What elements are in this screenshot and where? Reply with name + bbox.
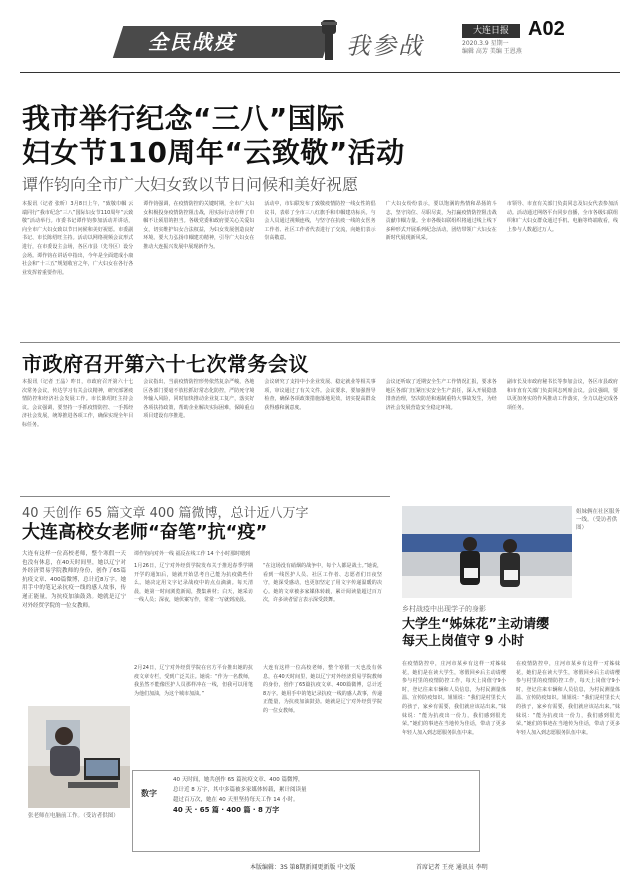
lead-column: 谭作钧强调，在疫情防控的关键时期，全市广大妇女积极投身疫情防控阻击战，用实际行动诠释了巾帼不让须眉的担当。各级党委和政府要关心关爱妇女，切实维护妇女合法权益，为妇女发展创造良好环境。要大力弘扬巾帼建功精神，引导广大妇女在推动大连振兴发展中展现新作为。 <box>143 201 255 250</box>
section-title-banner <box>113 26 333 58</box>
teacher-kicker: 40 天创作 65 篇文章 400 篇微博，总计近八万字 <box>22 506 309 521</box>
meeting-body <box>22 378 618 490</box>
meeting-column: 会议研究了支持中小企业发展、稳定就业等相关事项，审议通过了有关文件。会议要求，要加强督导检查，确保各项政策措施落地见效，切实提高群众获得感和满意度。 <box>264 379 376 411</box>
infobox-label: 数字 <box>141 789 157 798</box>
lead-column: 本报讯（记者 张昕）3月8日上午，“致敬巾帼 云端同行”我市纪念“三八”国际妇女节110周年“云致敬”活动举行。市委书记谭作钧参加活动并讲话，向全市广大妇女致以节日问候和美好祝愿。市委副书记、市长陈绍旺主持。活动以网络视频会议形式进行，在市委设主会场，各区市县（先导区）设分会场。谭作钧在讲话中指出，今年是全面建成小康社会和“十三五”规划收官之年，广大妇女在各行各业发挥着重要作用。 <box>22 201 134 276</box>
volunteers-column: 在疫情防控中，庄河市某乡有这样一对姊妹花，她们是在读大学生，寒假回乡后主动请缨参与村里的疫情防控工作，每天上岗值守9小时，登记往来车辆和人员信息，为村民测量体温、宣传防疫知识。姐姐说：“我们是村里长大的孩子，家乡有需要，我们就应该站出来。”妹妹说：“能为抗疫出一份力，我们感到很光荣。”她们的事迹在当地传为佳话，带动了更多年轻人加入到志愿服务队伍中来。 <box>402 661 506 736</box>
volunteers-headline <box>402 616 549 650</box>
section-title: 全民战疫 <box>148 30 236 54</box>
masthead-date: 2020.3.9 星期一 <box>462 40 509 47</box>
teacher-column: 大连有这样一位高校老师，整个寒假一天也没有休息，在40天时间里，她以辽宁对外经济贸易学院教师的身份，创作了65篇抗疫文章、400篇微博，总计近8万字。她用手中的笔记录抗疫一线的感人故事，传递正能量，为抗疫加油鼓劲。她就是辽宁对外经贸学院的一位女教师。 <box>263 665 382 714</box>
page-editor-note: 本版编辑：3S 第8期新闻更新版 中文版 <box>250 864 356 871</box>
lead-headline-line1: 我市举行纪念“三八”国际 <box>22 102 345 135</box>
lead-column: 市领导、市直有关部门负责同志及妇女代表参加活动。活动通过网络平台同步直播，全市各级妇联组织和广大妇女群众通过手机、电脑等终端收看，线上参与人数超过万人。 <box>506 201 619 233</box>
meeting-headline: 市政府召开第六十七次常务会议 <box>22 352 309 376</box>
volunteers-headline-line2: 每天上岗值守 9 小时 <box>402 634 525 649</box>
lead-body <box>22 200 618 336</box>
teacher-column: “在这场没有硝烟的战争中，每个人都是战士。”她说，看到一线医护人员、社区工作者、志愿者们日夜坚守，她深受感动，也更加坚定了用文字传递温暖的决心。她的文章被多家媒体转载，累计阅读量超过百万次，许多读者留言表示深受鼓舞。 <box>263 563 382 604</box>
meeting-column: 本报讯（记者 王晶）昨日，市政府召开第六十七次常务会议，传达学习有关会议精神，研究部署疫情防控和经济社会发展工作。市长陈绍旺主持会议。会议强调，要坚持一手抓疫情防控、一手抓经济社会发展，统筹推进各项工作，确保实现全年目标任务。 <box>22 379 134 428</box>
volunteers-column: 在疫情防控中，庄河市某乡有这样一对姊妹花，她们是在读大学生，寒假回乡后主动请缨参与村里的疫情防控工作，每天上岗值守9小时，登记往来车辆和人员信息，为村民测量体温、宣传防疫知识。姐姐说：“我们是村里长大的孩子，家乡有需要，我们就应该站出来。”妹妹说：“能为抗疫出一份力，我们感到很光荣。”她们的事迹在当地传为佳话，带动了更多年轻人加入到志愿服务队伍中来。 <box>516 661 620 736</box>
meeting-column: 会议指出，当前疫情防控形势依然复杂严峻，各地区各部门要毫不放松抓好常态化防控，严防死守境外输入风险，同时加快推动企业复工复产，落实好各项扶持政策，帮助企业解决实际困难，保障重点项目建设有序推进。 <box>143 379 255 420</box>
lead-subheadline: 谭作钧向全市广大妇女致以节日问候和美好祝愿 <box>22 175 359 194</box>
teacher-body-mid <box>134 562 382 658</box>
meeting-column: 会议还听取了近期安全生产工作情况汇报，要求各地区各部门压紧压实安全生产责任，深入开展隐患排查治理，坚决防范和遏制重特大事故发生，为经济社会发展营造安全稳定环境。 <box>385 379 497 411</box>
infobox-line: 超过百万次，她在 40 天里坚持每天工作 14 小时。 <box>173 797 299 803</box>
masthead-rule <box>20 72 620 73</box>
volunteers-headline-line1: 大学生“姊妹花”主动请缨 <box>402 617 550 632</box>
volunteers-photo-image <box>402 506 572 598</box>
teacher-body-left <box>22 550 126 700</box>
volunteers-photo <box>402 506 572 598</box>
masthead-meta <box>462 40 522 56</box>
masthead-editors: 编辑 高芳 美编 王恩燕 <box>462 48 522 55</box>
lead-column: 活动中，市妇联发布了致敬疫情防控一线女性的倡议书，表彰了全市三八红旗手和巾帼建功标兵。与会人员通过视频连线，与坚守在抗疫一线的女医务工作者、社区工作者代表进行了交流，向她们表示崇高敬意。 <box>264 201 376 242</box>
page-number: A02 <box>528 18 565 40</box>
volunteers-kicker: 乡村战疫中出现学子的身影 <box>402 605 486 613</box>
raised-fist-icon <box>314 14 344 64</box>
teacher-photo-caption: 张老师在电脑前工作。（受访者供图） <box>28 813 119 819</box>
teacher-photo <box>28 706 130 808</box>
infobox-highlight: 40 天 · 65 篇 · 400 篇 · 8 万字 <box>173 806 280 814</box>
teacher-column: 大连有这样一位高校老师，整个寒假一天也没有休息，在40天时间里，她以辽宁对外经济贸易学院教师的身份，创作了65篇抗疫文章、400篇微博，总计近8万字。她用手中的笔记录抗疫一线的感人故事，传递正能量，为抗疫加油鼓劲。她就是辽宁对外经贸学院的一位女教师。 <box>22 551 126 609</box>
section-divider <box>20 342 620 343</box>
volunteers-byline: 首席记者 王亮 通讯员 李明 <box>416 864 488 871</box>
volunteers-photo-caption: 姐妹俩在社区服务一线。（受访者供图） <box>576 509 621 531</box>
section-slogan: 我参战 <box>346 32 424 60</box>
teacher-headline: 大连高校女老师“奋笔”抗“疫” <box>22 522 268 543</box>
teacher-body-lower <box>134 664 382 764</box>
teacher-photo-image <box>28 706 130 808</box>
paper-logo: 大连日报 <box>462 24 520 38</box>
teacher-column: 1月26日，辽宁对外经贸学院发布关于推迟春季学期开学的通知后，她就开始思考自己能为抗疫做些什么。她决定用文字记录战疫中的点点滴滴。每天清晨，她第一时间浏览新闻，搜集素材；白天，她采访一线人员；深夜，她伏案写作，常常一写就到凌晨。 <box>134 563 253 604</box>
volunteers-body <box>402 660 620 856</box>
teacher-column: 2月24日，辽宁对外经贸学院在官方平台推出她的抗疫文章专栏，受到广泛关注。她说：“作为一名教师，我虽然不能像医护人员那样冲在一线，但我可以用笔为他们加油，为这个城市加油。” <box>134 665 253 697</box>
infobox-line: 40 天时间，她共创作 65 篇抗疫文章、400 篇微博， <box>173 777 304 783</box>
lead-headline <box>22 102 405 170</box>
meeting-column: 副市长及市政府秘书长等参加会议，各区市县政府和市直有关部门负责同志列席会议。会议强调，要以更加务实的作风推动工作落实，全力以赴完成各项任务。 <box>506 379 619 411</box>
infobox-line: 总计近 8 万字，其中多篇被多家媒体转载，累计阅读量 <box>173 787 307 793</box>
section-divider <box>20 496 390 497</box>
lead-headline-line2: 妇女节110周年“云致敬”活动 <box>22 136 405 169</box>
lead-column: 广大妇女纷纷表示，要以饱满的热情和昂扬的斗志，坚守岗位、尽职尽责，为打赢疫情防控阻击战贡献巾帼力量。全市各级妇联组织将通过线上线下多种形式开展系列纪念活动，团结带领广大妇女在新时代展现新风采。 <box>385 201 497 242</box>
teacher-mid-intro: 谭作钧向对外一线 福反在线工作 14 个小时那时嗯到 <box>134 551 251 557</box>
